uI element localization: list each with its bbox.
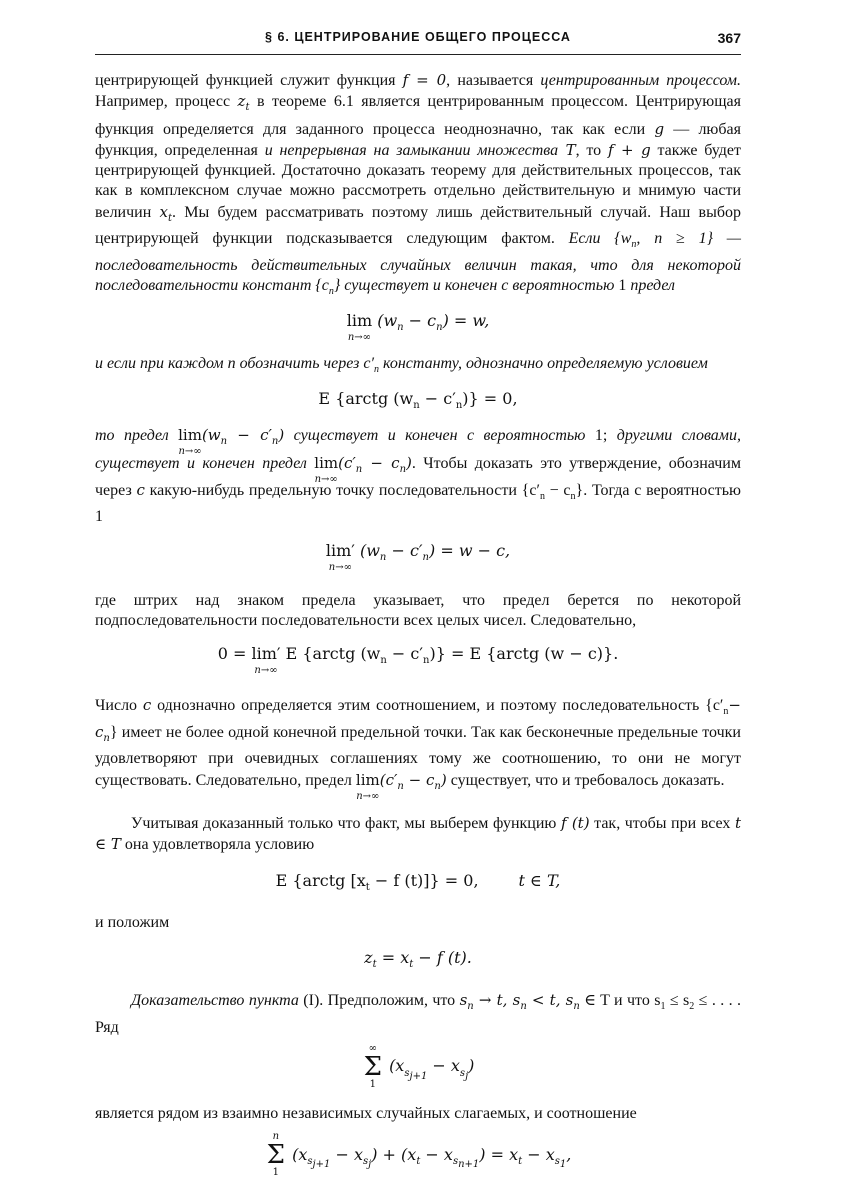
formula-series: ∞ Σ 1 $(x_{s_{j+1}} - x_{s_j})$ [363,1042,475,1090]
formula-arctg-condition: E {arctg $(w_n - c'_n)\} = 0$, [318,389,518,412]
formula-z-definition: $z_t = x_t - f$ (t). [364,948,472,971]
formula-limit-w: lim n→∞ $(w_n - c_n) = w$, [346,311,490,344]
paragraph-9: является рядом из взаимно независимых случайных слагаемых, и соотношение [95,1104,637,1122]
formula-subsequence-limit: lim′ n→∞ $(w_n - c'_n) = w - c$, [325,540,511,573]
paragraph-2: и если при каждом n обозначить через $c'_n$ константу, однозначно определяемую условием [95,354,708,375]
formula-centering-condition: E {arctg [$x_t - f$ (t)]} = 0, t ∈ T, [275,870,561,893]
running-header [95,28,741,55]
paragraph-3: то предел lim n→∞ $(w_n - c'_n)$ существует и конечен с вероятностью 1; другими словами, существует и конечен предел lim n→∞ $(c'_n - c_n)$. Чтобы доказать это утверждение, обозначим через c какую-нибудь предельную точку последовательности $\{c'_n - c_n\}$. Тогда с вероятностью 1 [95,426,742,526]
paragraph-6: Учитывая доказанный только что факт, мы выберем функцию f (t) так, чтобы при всех t ∈ T она удовлетворяла условию [95,813,741,854]
section-title: § 6. ЦЕНТРИРОВАНИЕ ОБЩЕГО ПРОЦЕССА [265,30,571,44]
page-body [95,70,741,1186]
page-number: 367 [717,30,741,46]
formula-partial-sum: n Σ 1 $(x_{s_{j+1}} - x_{s_j}) + (x_t - x_{s_{n+1}}) = x_t - x_{s_1}$, [266,1131,572,1179]
paragraph-5: Число c однозначно определяется этим соотношением, и поэтому последовательность $\{c'_n- c_n\}$ имеет не более одной конечной предельной точки. Так как бесконечные предельные точки удовлетворяют при очевидных соглашениях тому же соотношению, то они не могут существовать. Следовательно, предел lim n→∞ $(c'_n - c_n)$ существует, что и требовалось доказать. [95,695,741,802]
paragraph-1: центрирующей функцией служит функция f = 0, называется центрированным процессом. Например, процесс $z_t$ в теореме 6.1 является центрированным процессом. Центрирующая функция определяется для заданного процесса неоднозначно, так как если g — любая функция, определенная и непрерывная на замыкании множества T, то f + g также будет центрирующей функцией. Достаточно доказать теорему для действительных процессов, так как в комплексном случае можно рассмотреть отдельно действительную и мнимую части величин $x_t$. Мы будем рассматривать поэтому лишь действительный случай. Наш выбор центрирующей функции подсказывается следующим фактом. Если {$w_n$, n ≥ 1} — последовательность действительных случайных величин такая, что для некоторой последовательности констант $\{c_n\}$ существует и конечен с вероятностью 1 предел [95,71,742,298]
formula-zero-limit: 0 = lim′ n→∞ E {arctg $(w_n - c'_n)\} = E$ {arctg (w − c)}. [217,644,619,677]
paragraph-7: и положим [95,913,170,931]
paragraph-4: где штрих над знаком предела указывает, что предел берется по некоторой подпоследовательности последовательности всех целых чисел. Следовательно, [95,591,741,630]
paragraph-8: Доказательство пункта (I). Предположим, что $s_n \to t$, $s_n < t$, $s_n$ ∈ T и что $s_1 \le s_2$ ≤ . . . . Ряд [95,991,742,1036]
